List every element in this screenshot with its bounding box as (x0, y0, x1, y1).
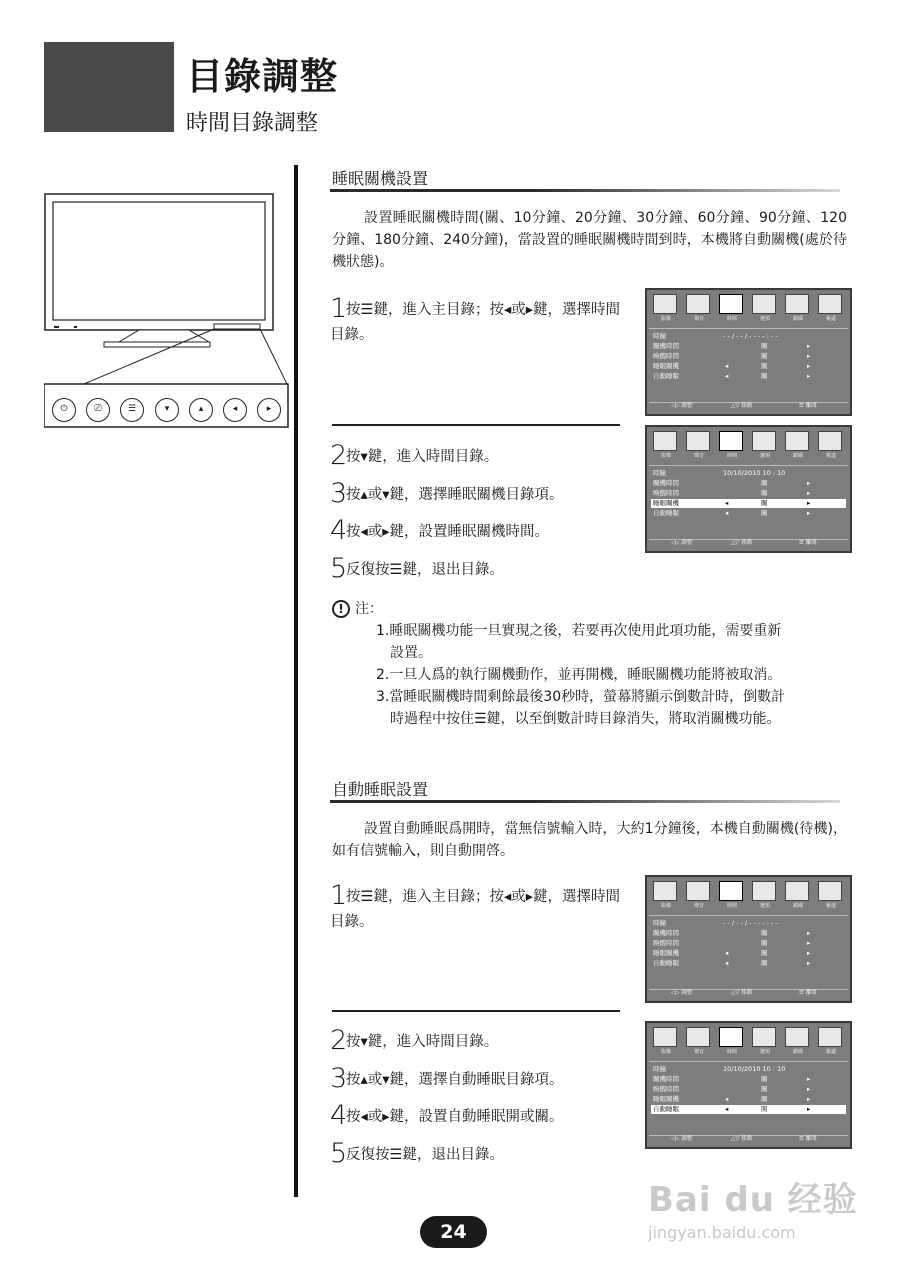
menu-tab[interactable]: 時間 (717, 1026, 747, 1056)
menu-tab[interactable]: 時間 (717, 293, 747, 323)
source-button[interactable]: ⎚ (86, 398, 110, 422)
menu-footer: ◁▷ 調整 △▽ 移動 ☰ 離開 (671, 990, 817, 996)
sleep-notes: ! 注： 1.睡眠關機功能一旦實現之後，若要再次使用此項功能，需要重新 設置。 2.一旦人爲的執行關機動作，並再開機，睡眠關機功能將被取消。 3.當睡眠關機時間剩餘最後30秒時，螢幕將顯示倒數計時，倒數計 時過程中按住☰鍵，以至倒數計時目錄消失，將取消關機功能。 (332, 598, 852, 730)
menu-tab-icon (785, 431, 809, 451)
menu-button[interactable]: ☰ (120, 398, 144, 422)
note-1: 1.睡眠關機功能一旦實現之後，若要再次使用此項功能，需要重新 (376, 623, 782, 639)
page-subtitle: 時間目錄調整 (186, 111, 319, 136)
tv-button-row (52, 398, 292, 424)
menu-tab[interactable]: 鎖碼 (783, 880, 813, 910)
menu-row[interactable]: 睡眠關機 ◂ 關 ▸ (651, 499, 846, 508)
menu-row[interactable]: 喚醒時間 關 ▸ (653, 939, 811, 947)
menu-tab-icon (719, 294, 743, 314)
note-2: 2.一旦人爲的執行關機動作，並再開機，睡眠關機功能將被取消。 (376, 667, 782, 683)
menu-tab[interactable]: 選項 (750, 430, 780, 460)
left-button[interactable]: ◂ (223, 398, 247, 422)
menu-tab-icon (653, 431, 677, 451)
menu-row[interactable]: 睡眠關機 ◂ 關 ▸ (653, 1095, 811, 1103)
menu-footer: ◁▷ 調整 △▽ 移動 ☰ 離開 (671, 540, 817, 546)
menu-row[interactable]: 關機時間 關 ▸ (653, 342, 811, 350)
vertical-divider (294, 165, 298, 1197)
menu-tab[interactable]: 時間 (717, 430, 747, 460)
section-title-auto: 自動睡眠設置 (332, 780, 429, 799)
menu-tab[interactable]: 鎖碼 (783, 1026, 813, 1056)
menu-tab-icon (686, 431, 710, 451)
menu-tab[interactable]: 聲音 (684, 880, 714, 910)
sleep-step-4: 4按◂或▸鍵，設置睡眠關機時間。 (330, 515, 550, 546)
menu-tab-icon (653, 1027, 677, 1047)
section-rule (330, 189, 840, 192)
menu-tab[interactable]: 影像 (651, 880, 681, 910)
right-button[interactable]: ▸ (257, 398, 281, 422)
header-block (44, 42, 174, 132)
menu-screenshot (645, 1021, 852, 1149)
para-text: 設置睡眠關機時間(關、10分鐘、20分鐘、30分鐘、60分鐘、90分鐘、120分鐘、180分鐘、240分鐘)，當設置的睡眠關機時間到時，本機將自動關機(處於待機狀態)。 (332, 210, 847, 270)
auto-description (332, 818, 847, 862)
page-number: 24 (420, 1216, 487, 1248)
note-3: 3.當睡眠關機時間剩餘最後30秒時，螢幕將顯示倒數計時，倒數計 (376, 689, 786, 705)
menu-tab-icon (785, 294, 809, 314)
down-button[interactable]: ▾ (155, 398, 179, 422)
sleep-step-3: 3按▴或▾鍵，選擇睡眠關機目錄項。 (330, 478, 564, 509)
menu-tab-icon (653, 881, 677, 901)
menu-tab-icon (752, 294, 776, 314)
menu-row[interactable]: 時鐘 10/10/2010 10 : 10 (653, 469, 786, 477)
menu-tab-icon (653, 294, 677, 314)
menu-tab-strip (651, 293, 846, 325)
menu-row[interactable]: 關機時間 關 ▸ (653, 929, 811, 937)
menu-row[interactable]: 關機時間 關 ▸ (653, 479, 811, 487)
menu-tab[interactable]: 頻道 (816, 293, 846, 323)
menu-tab-icon (719, 1027, 743, 1047)
up-button[interactable]: ▴ (189, 398, 213, 422)
menu-row[interactable]: 自動睡眠 ◂ 關 ▸ (653, 509, 811, 517)
menu-tab[interactable]: 聲音 (684, 1026, 714, 1056)
menu-tab-icon (719, 431, 743, 451)
auto-step-5: 5反復按☰鍵，退出目錄。 (330, 1138, 504, 1169)
sleep-step-5: 5反復按☰鍵，退出目錄。 (330, 553, 504, 584)
menu-row[interactable]: 睡眠關機 ◂ 關 ▸ (653, 949, 811, 957)
section-title-sleep: 睡眠關機設置 (332, 169, 429, 188)
menu-row[interactable]: 自動睡眠 ◂ 關 ▸ (653, 372, 811, 380)
menu-screenshot (645, 875, 852, 1003)
sleep-description (332, 207, 847, 273)
menu-row[interactable]: 時鐘 10/10/2010 10 : 10 (653, 1065, 786, 1073)
menu-screenshot (645, 425, 852, 553)
watermark-url: jingyan.baidu.com (648, 1223, 796, 1242)
auto-step-3: 3按▴或▾鍵，選擇自動睡眠目錄項。 (330, 1063, 564, 1094)
menu-tab-strip (651, 1026, 846, 1058)
menu-tab-icon (752, 881, 776, 901)
menu-tab-icon (818, 431, 842, 451)
menu-tab-icon (818, 881, 842, 901)
menu-tab[interactable]: 時間 (717, 880, 747, 910)
menu-tab-icon (686, 1027, 710, 1047)
menu-row[interactable]: 時鐘 - - / - - / - - - - : - - (653, 332, 778, 340)
menu-tab-icon (752, 1027, 776, 1047)
warning-icon: ! (332, 600, 350, 618)
sleep-step-2: 2按▾鍵，進入時間目錄。 (330, 440, 499, 471)
menu-screenshot (645, 288, 852, 416)
menu-tab-strip (651, 880, 846, 912)
menu-tab-icon (818, 294, 842, 314)
menu-tab-icon (719, 881, 743, 901)
page-title: 目錄調整 (186, 55, 338, 98)
sleep-step-1: 1按☰鍵，進入主目錄；按◂或▸鍵，選擇時間目錄。 (330, 293, 621, 343)
menu-divider (649, 1061, 848, 1062)
menu-tab-icon (686, 294, 710, 314)
menu-tab[interactable]: 頻道 (816, 880, 846, 910)
menu-row[interactable]: 喚醒時間 關 ▸ (653, 352, 811, 360)
menu-divider (649, 465, 848, 466)
menu-divider (649, 328, 848, 329)
menu-tab[interactable]: 選項 (750, 1026, 780, 1056)
menu-row[interactable]: 關機時間 關 ▸ (653, 1075, 811, 1083)
menu-tab-icon (785, 881, 809, 901)
menu-tab[interactable]: 鎖碼 (783, 293, 813, 323)
menu-row[interactable]: 睡眠關機 ◂ 關 ▸ (653, 362, 811, 370)
menu-tab[interactable]: 頻道 (816, 430, 846, 460)
auto-step-1: 1按☰鍵，進入主目錄；按◂或▸鍵，選擇時間目錄。 (330, 880, 621, 930)
menu-tab[interactable]: 鎖碼 (783, 430, 813, 460)
menu-footer: ◁▷ 調整 △▽ 移動 ☰ 離開 (671, 1136, 817, 1142)
menu-tab[interactable]: 聲音 (684, 430, 714, 460)
menu-tab-icon (686, 881, 710, 901)
menu-tab-icon (785, 1027, 809, 1047)
note-3-cont: 時過程中按住☰鍵，以至倒數計時目錄消失，將取消關機功能。 (390, 711, 781, 727)
note-1-cont: 設置。 (390, 645, 432, 661)
menu-tab-icon (752, 431, 776, 451)
menu-tab[interactable]: 頻道 (816, 1026, 846, 1056)
para-text: 設置自動睡眠爲開時，當無信號輸入時，大約1分鐘後，本機自動關機(待機)，如有信號輸入，則自動開啓。 (332, 821, 847, 859)
menu-row[interactable]: 喚醒時間 關 ▸ (653, 1085, 811, 1093)
power-button[interactable]: ⏻ (52, 398, 76, 422)
auto-step-2: 2按▾鍵，進入時間目錄。 (330, 1025, 499, 1056)
menu-tab-strip (651, 430, 846, 462)
menu-tab[interactable]: 影像 (651, 1026, 681, 1056)
tv-illustration (44, 192, 289, 432)
step-separator (332, 424, 620, 426)
menu-tab[interactable]: 影像 (651, 293, 681, 323)
menu-divider (649, 915, 848, 916)
menu-footer: ◁▷ 調整 △▽ 移動 ☰ 離開 (671, 403, 817, 409)
step-separator (332, 1010, 620, 1012)
menu-tab-icon (818, 1027, 842, 1047)
watermark-brand: Bai du 经验 (648, 1180, 858, 1220)
menu-row[interactable]: 自動睡眠 ◂ 開 ▸ (651, 1105, 846, 1114)
menu-row[interactable]: 時鐘 - - / - - / - - - - : - - (653, 919, 778, 927)
menu-row[interactable]: 喚醒時間 關 ▸ (653, 489, 811, 497)
menu-tab[interactable]: 選項 (750, 293, 780, 323)
section-rule (330, 800, 840, 803)
menu-tab[interactable]: 聲音 (684, 293, 714, 323)
auto-step-4: 4按◂或▸鍵，設置自動睡眠開或關。 (330, 1100, 564, 1131)
menu-row[interactable]: 自動睡眠 ◂ 關 ▸ (653, 959, 811, 967)
menu-tab[interactable]: 影像 (651, 430, 681, 460)
watermark (648, 1172, 858, 1242)
menu-tab[interactable]: 選項 (750, 880, 780, 910)
